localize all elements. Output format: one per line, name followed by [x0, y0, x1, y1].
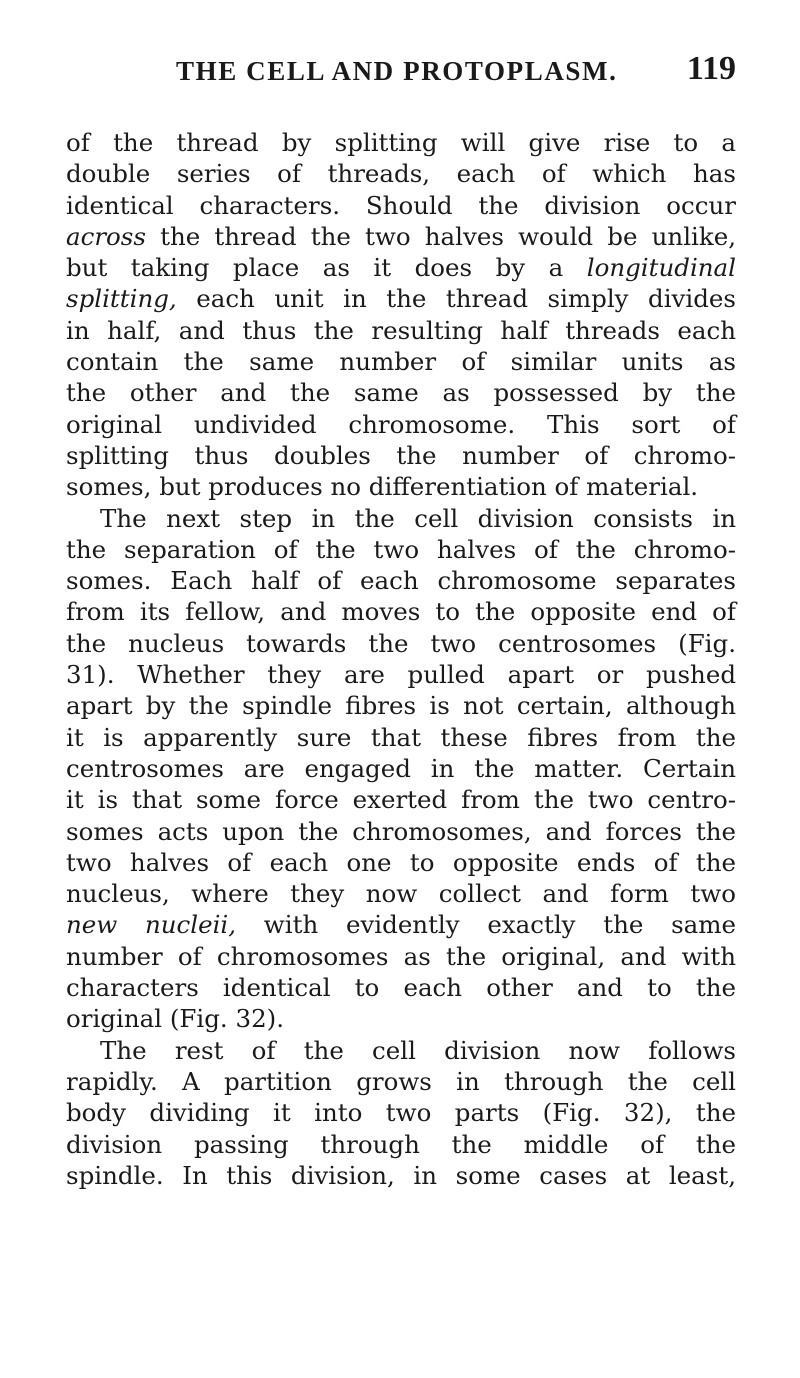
text-line: two halves of each one to opposite ends of the [66, 847, 736, 877]
text-line: new nucleii, with evidently exactly the same [66, 910, 736, 940]
text-line: the nucleus towards the two centrosomes (Fig. [66, 628, 736, 658]
italic-splitting: splitting, [66, 284, 177, 314]
text-line: in half, and thus the resulting half threads each [66, 315, 736, 345]
text-line: it is apparently sure that these fibres from the [66, 722, 736, 752]
italic-across: across [66, 221, 146, 251]
text-line: of the thread by splitting will give rise to a [66, 128, 736, 157]
text-line: somes. Each half of each chromosome separates [66, 566, 736, 596]
text-line: The next step in the cell division consists in [100, 503, 736, 533]
italic-new-nucleii: new nucleii, [66, 910, 237, 940]
text-line: somes, but produces no differentiation of material. [66, 472, 699, 502]
text-line: centrosomes are engaged in the matter. Certain [66, 753, 736, 783]
text-line: The rest of the cell division now follows [100, 1035, 736, 1065]
text-line: number of chromosomes as the original, and with [66, 941, 736, 971]
text-line: it is that some force exerted from the two centro- [66, 785, 736, 815]
text-line: division passing through the middle of the [66, 1129, 736, 1159]
text-line: splitting thus doubles the number of chromo- [66, 440, 736, 470]
text-line: identical characters. Should the division occur [66, 190, 736, 220]
text-line: apart by the spindle fibres is not certain, although [66, 691, 736, 721]
text-line: rapidly. A partition grows in through the cell [66, 1066, 736, 1096]
text-line: across the thread the two halves would be unlike, [66, 221, 736, 251]
text-line: nucleus, where they now collect and form two [66, 879, 736, 909]
text-line: body dividing it into two parts (Fig. 32), the [66, 1098, 736, 1128]
text-line: splitting, each unit in the thread simply divides [66, 284, 736, 314]
running-title: THE CELL AND PROTOPLASM. [176, 56, 618, 86]
text-line: spindle. In this division, in some cases at least, [66, 1160, 736, 1190]
text-line: somes acts upon the chromosomes, and forces the [66, 816, 736, 846]
text-line: original undivided chromosome. This sort of [66, 409, 736, 439]
text-line: characters identical to each other and to the [66, 973, 736, 1003]
body-text [66, 127, 736, 1191]
text-line: but taking place as it does by a longitudinal [66, 253, 736, 283]
page-header [176, 50, 736, 96]
page-number: 119 [686, 50, 736, 87]
text-line: contain the same number of similar units as [66, 347, 736, 377]
text-line: the other and the same as possessed by the [66, 378, 736, 408]
text-line: 31). Whether they are pulled apart or pushed [66, 660, 736, 690]
italic-longitudinal: longitudinal [586, 253, 736, 283]
text-line: from its fellow, and moves to the opposite end of [66, 597, 736, 627]
text-line: the separation of the two halves of the chromo- [66, 534, 736, 564]
text-line: original (Fig. 32). [66, 1004, 284, 1034]
text-line: double series of threads, each of which has [66, 159, 736, 189]
